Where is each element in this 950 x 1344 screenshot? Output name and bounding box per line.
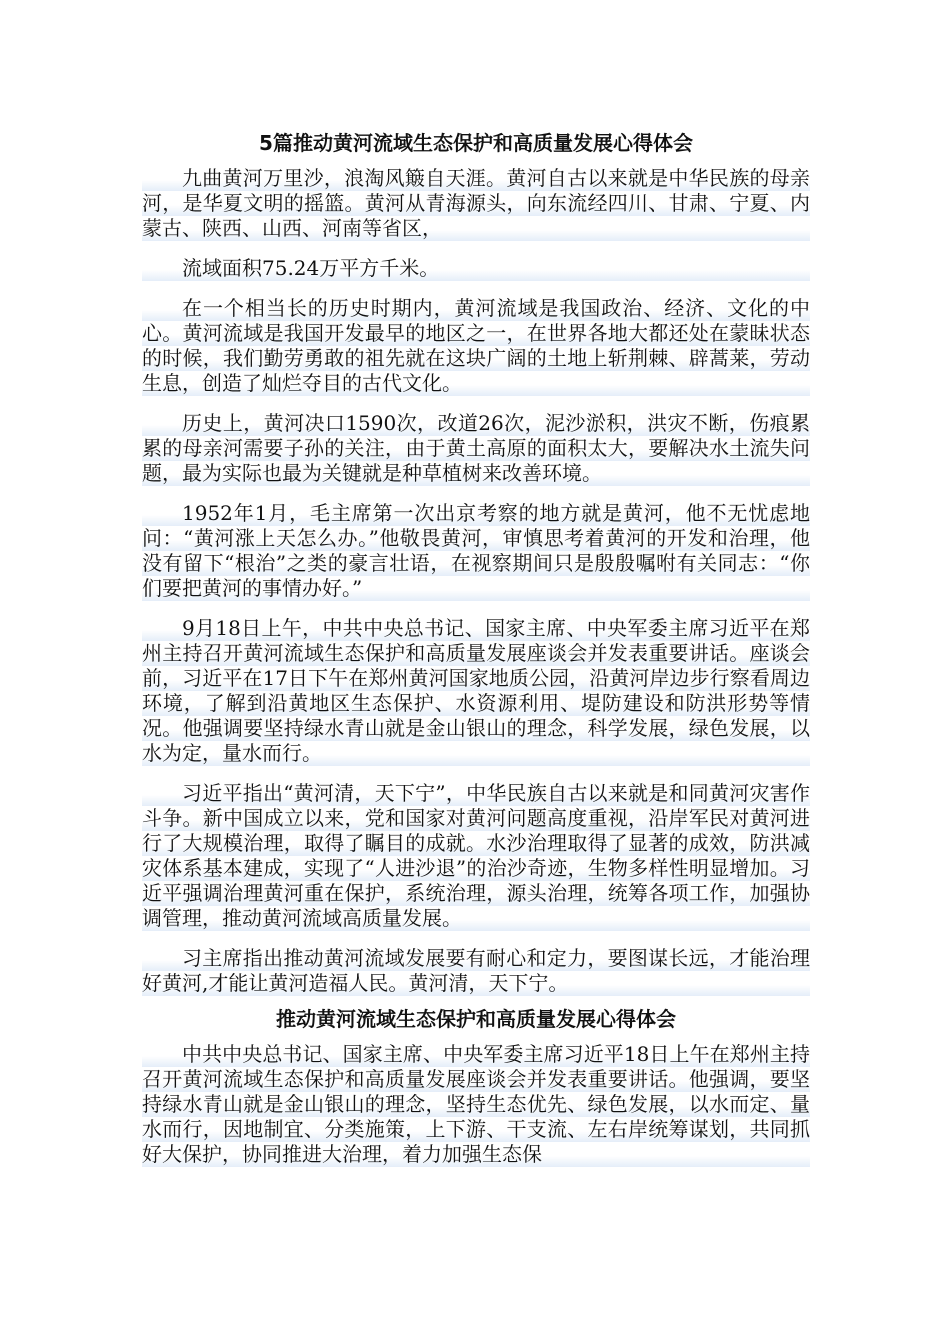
document-page xyxy=(142,128,810,1182)
paragraph: 在一个相当长的历史时期内，黄河流域是我国政治、经济、文化的中心。黄河流域是我国开发最早的地区之一，在世界各地大都还处在蒙昧状态的时候，我们勤劳勇敢的祖先就在这块广阔的土地上斩荆棘、辟蒿莱，劳动生息，创造了灿烂夺目的古代文化。 xyxy=(142,296,810,395)
paragraph: 九曲黄河万里沙，浪淘风簸自天涯。黄河自古以来就是中华民族的母亲河，是华夏文明的摇篮。黄河从青海源头，向东流经四川、甘肃、宁夏、内蒙古、陕西、山西、河南等省区， xyxy=(142,166,810,240)
paragraph: 历史上，黄河决口1590次，改道26次，泥沙淤积，洪灾不断，伤痕累累的母亲河需要子孙的关注，由于黄土高原的面积太大，要解决水土流失问题，最为实际也最为关键就是种草植树来改善环境。 xyxy=(142,411,810,485)
paragraph: 9月18日上午，中共中央总书记、国家主席、中央军委主席习近平在郑州主持召开黄河流域生态保护和高质量发展座谈会并发表重要讲话。座谈会前，习近平在17日下午在郑州黄河国家地质公园，沿黄河岸边步行察看周边环境，了解到沿黄地区生态保护、水资源利用、堤防建设和防洪形势等情况。他强调要坚持绿水青山就是金山银山的理念，科学发展，绿色发展，以水为定，量水而行。 xyxy=(142,616,810,765)
paragraph: 中共中央总书记、国家主席、中央军委主席习近平18日上午在郑州主持召开黄河流域生态保护和高质量发展座谈会并发表重要讲话。他强调，要坚持绿水青山就是金山银山的理念，坚持生态优先、绿色发展，以水而定、量水而行，因地制宜、分类施策，上下游、干支流、左右岸统筹谋划，共同抓好大保护，协同推进大治理，着力加强生态保 xyxy=(142,1042,810,1166)
paragraph: 习近平指出“黄河清，天下宁”，中华民族自古以来就是和同黄河灾害作斗争。新中国成立以来，党和国家对黄河问题高度重视，沿岸军民对黄河进行了大规模治理，取得了瞩目的成就。水沙治理取得了显著的成效，防洪减灾体系基本建成，实现了“人进沙退”的治沙奇迹，生物多样性明显增加。习近平强调治理黄河重在保护，系统治理，源头治理，统筹各项工作，加强协调管理，推动黄河流域高质量发展。 xyxy=(142,781,810,930)
document-title: 5篇推动黄河流域生态保护和高质量发展心得体会 xyxy=(259,131,693,155)
paragraph: 习主席指出推动黄河流域发展要有耐心和定力，要图谋长远，才能治理好黄河,才能让黄河造福人民。黄河清，天下宁。 xyxy=(142,946,810,995)
section-title: 推动黄河流域生态保护和高质量发展心得体会 xyxy=(276,1007,676,1031)
paragraph: 流域面积75.24万平方千米。 xyxy=(142,256,810,281)
paragraph: 1952年1月，毛主席第一次出京考察的地方就是黄河，他不无忧虑地问：“黄河涨上天怎么办。”他敬畏黄河，审慎思考着黄河的开发和治理，他没有留下“根治”之类的豪言壮语，在视察期间只是殷殷嘱咐有关同志：“你们要把黄河的事情办好。” xyxy=(142,501,810,600)
